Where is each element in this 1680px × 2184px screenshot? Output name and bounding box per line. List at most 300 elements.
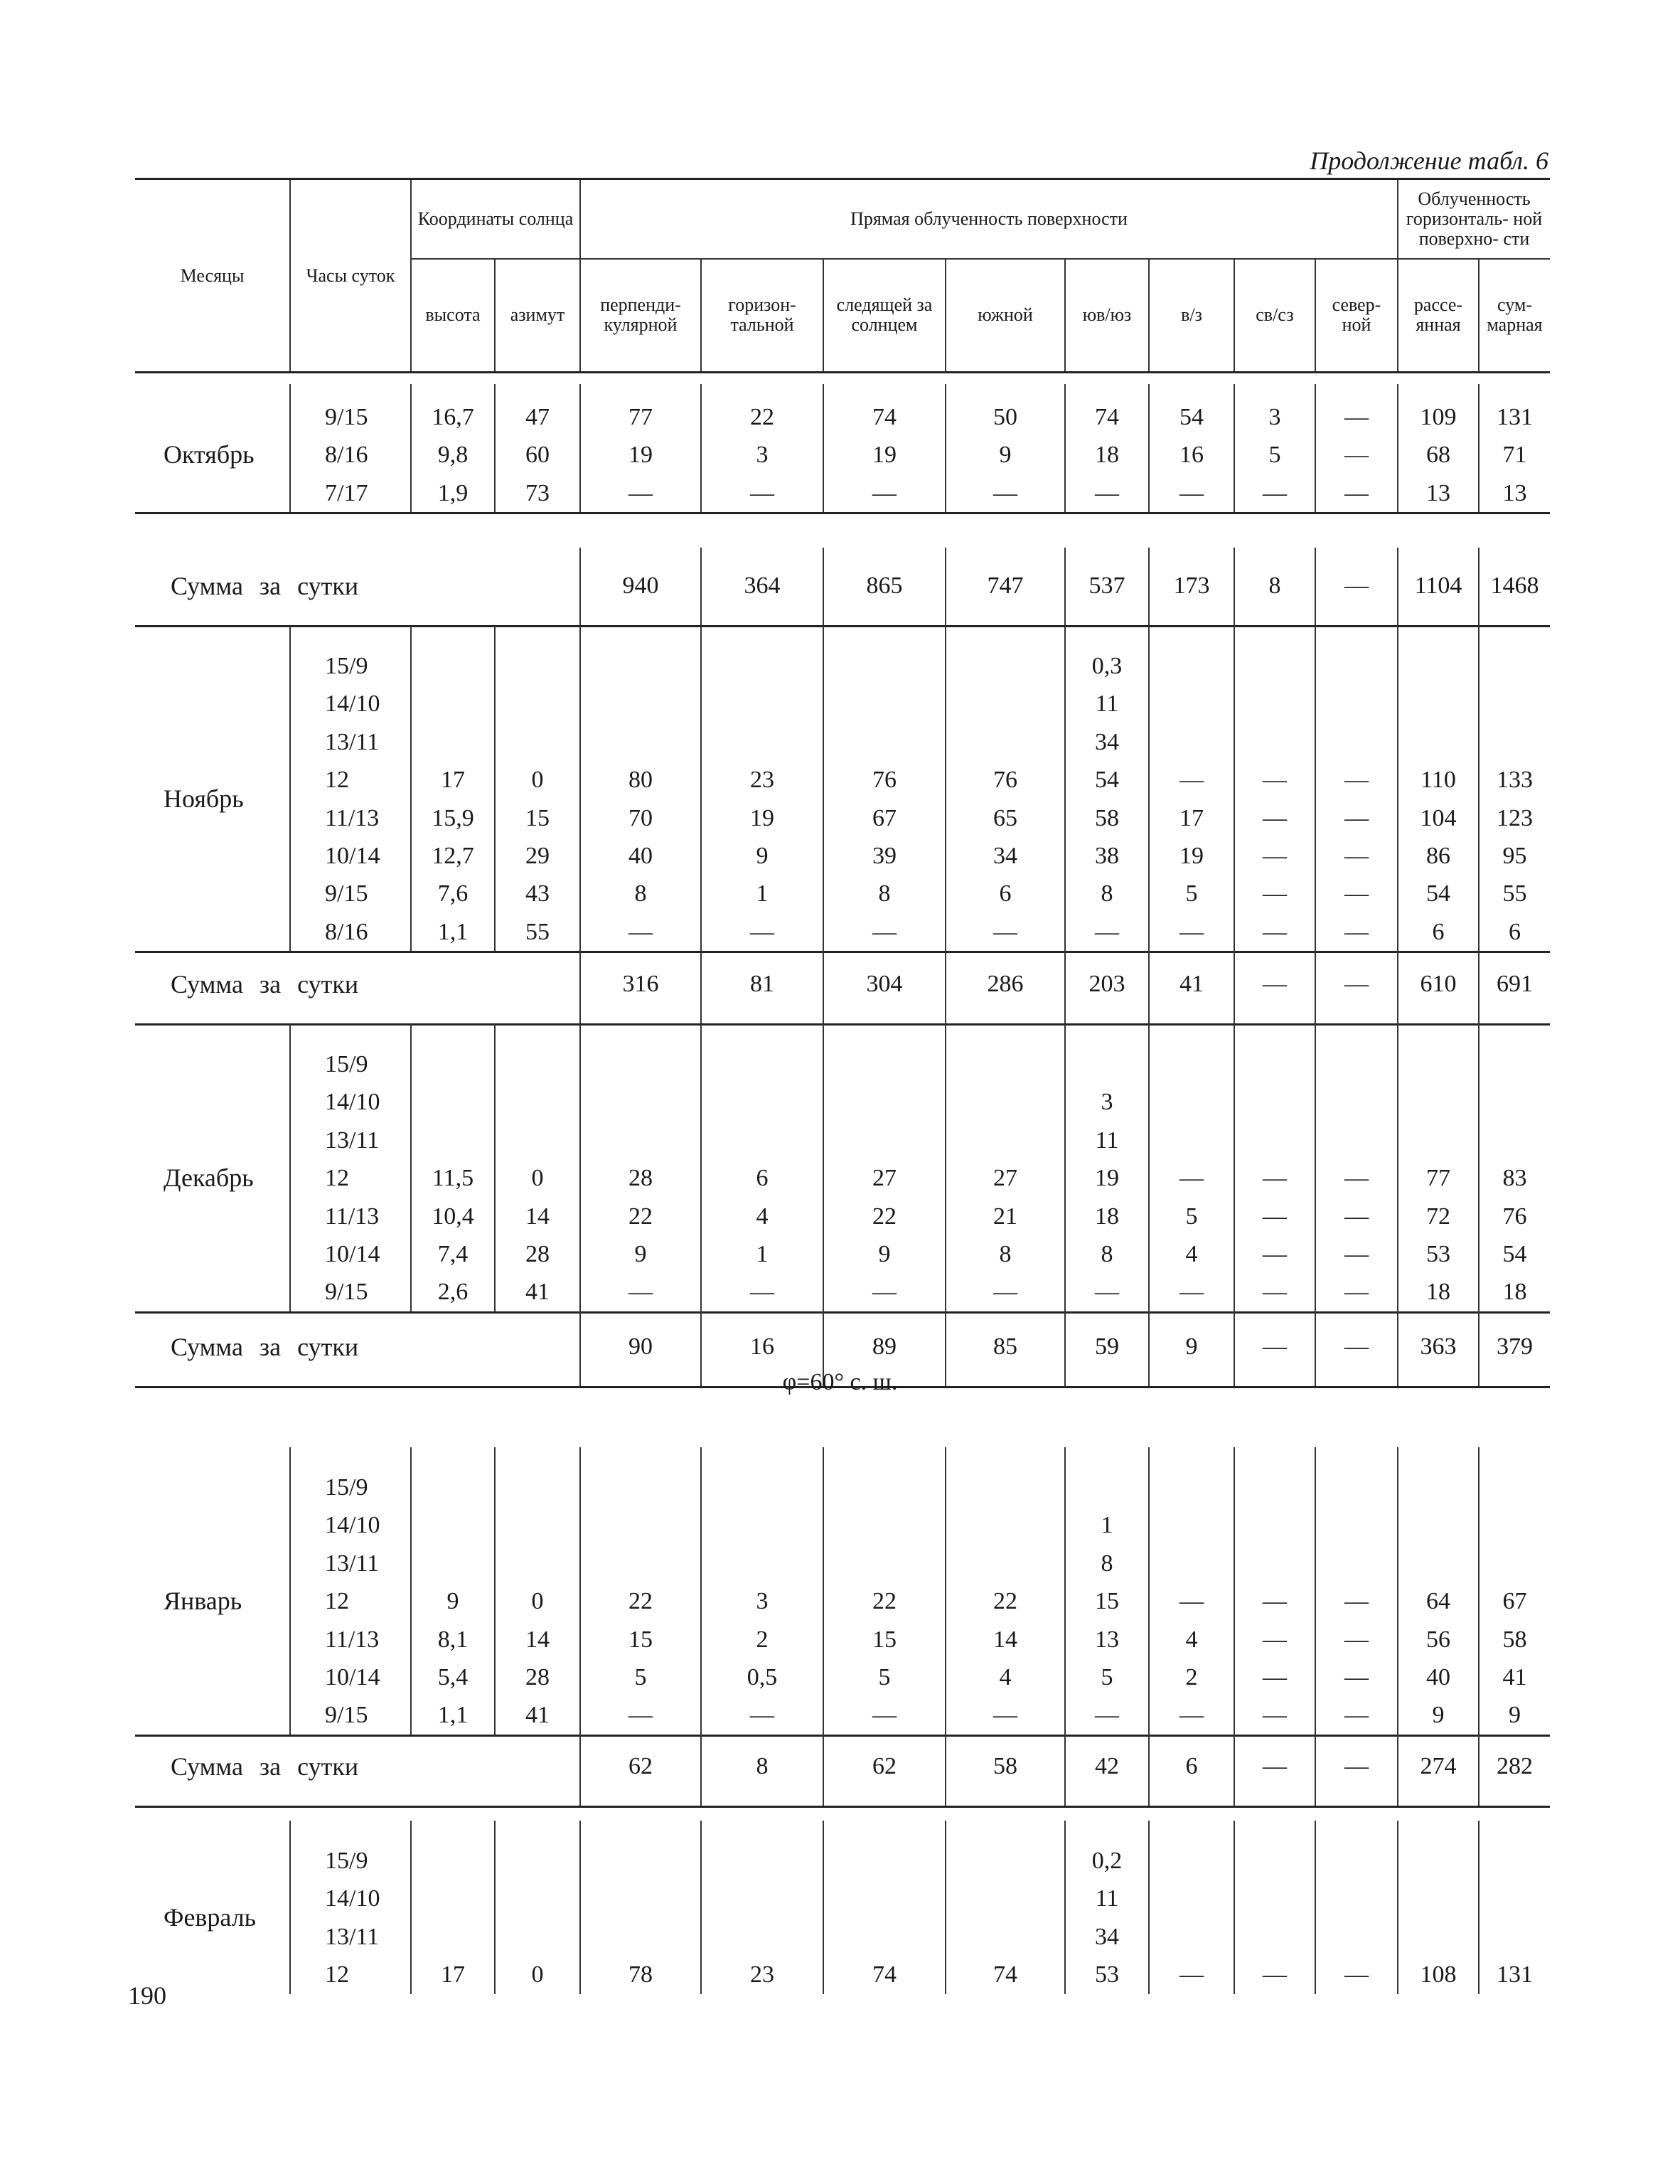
scattered-cell [1398,1880,1479,1917]
se-sw-cell: 15 [1065,1582,1149,1620]
header-azimuth: азимут [495,259,580,373]
spacer-cell [495,1821,580,1842]
daily-sum-value: 274 [1398,1728,1479,1806]
spacer-cell [495,1024,580,1045]
tracking-cell: — [823,913,946,952]
tracking-cell [823,1506,946,1544]
se-sw-cell: 0,3 [1065,647,1149,685]
south-cell: — [946,913,1065,952]
daily-sum-row [135,548,1550,627]
daily-sum-value: — [1234,946,1315,1024]
e-w-cell: 17 [1149,799,1234,837]
north-cell: — [1315,875,1398,912]
spacer-cell [495,1447,580,1469]
scattered-cell: 64 [1398,1582,1479,1620]
daily-sum-value: 8 [701,1728,823,1806]
month-block [135,384,1550,514]
horizontal-cell: 3 [701,436,823,474]
spacer-cell [495,626,580,647]
south-cell [946,1918,1065,1956]
total-cell [1479,685,1550,723]
azimuth-cell: 15 [495,799,580,837]
north-cell [1315,1083,1398,1121]
ne-nw-cell [1234,685,1315,723]
e-w-cell: — [1149,761,1234,799]
scattered-cell: 68 [1398,436,1479,474]
header-ne-nw: св/сз [1234,259,1315,373]
north-cell [1315,1506,1398,1544]
horizontal-cell [701,723,823,761]
spacer-cell [823,626,946,647]
north-cell: — [1315,1621,1398,1658]
daily-sum-value: 89 [823,1309,946,1387]
e-w-cell [1149,1880,1234,1917]
horizontal-cell [701,1545,823,1582]
azimuth-cell [495,1506,580,1544]
azimuth-cell [495,1045,580,1083]
spacer-cell [1149,626,1234,647]
total-cell: 58 [1479,1621,1550,1658]
hours-cell: 13/11 [290,1122,411,1159]
spacer-cell [1479,1024,1550,1045]
se-sw-cell: 18 [1065,436,1149,474]
e-w-cell: 54 [1149,398,1234,436]
south-cell: 14 [946,1621,1065,1658]
total-cell: 54 [1479,1235,1550,1273]
daily-sum-value: 85 [946,1309,1065,1387]
tracking-cell [823,1469,946,1506]
scattered-cell: 72 [1398,1198,1479,1235]
ne-nw-cell [1234,1880,1315,1917]
tracking-cell: 39 [823,837,946,875]
altitude-cell [411,647,495,685]
perpendicular-cell [580,1045,701,1083]
tracking-cell: 67 [823,799,946,837]
table-row [135,1545,1550,1582]
altitude-cell: 2,6 [411,1273,495,1312]
table-row [135,1235,1550,1273]
daily-sum-value: 316 [580,946,701,1024]
table-row [135,647,1550,685]
south-cell: 27 [946,1159,1065,1197]
south-cell: 74 [946,1956,1065,1993]
table-row [135,1273,1550,1312]
total-cell [1479,723,1550,761]
south-cell: 4 [946,1658,1065,1696]
spacer-cell [1234,626,1315,647]
scattered-cell [1398,647,1479,685]
total-cell: 123 [1479,799,1550,837]
ne-nw-cell: — [1234,913,1315,952]
spacer-cell [1315,1821,1398,1842]
table-row [135,1918,1550,1956]
tracking-cell: 22 [823,1582,946,1620]
horizontal-cell [701,1842,823,1880]
perpendicular-cell [580,1083,701,1121]
daily-sum-row [135,946,1550,1026]
daily-sum-value: 90 [580,1309,701,1387]
altitude-cell: 15,9 [411,799,495,837]
table-row [135,1122,1550,1159]
azimuth-cell [495,1880,580,1917]
spacer-cell [1398,1447,1479,1469]
spacer-cell [1479,626,1550,647]
hours-cell: 8/16 [290,436,411,474]
scattered-cell: 108 [1398,1956,1479,1993]
spacer-cell [411,626,495,647]
se-sw-cell: 38 [1065,837,1149,875]
tracking-cell [823,1045,946,1083]
spacer-cell [1315,1447,1398,1469]
ne-nw-cell: — [1234,1235,1315,1273]
e-w-cell: 5 [1149,1198,1234,1235]
ne-nw-cell: — [1234,875,1315,912]
spacer-cell [1479,1821,1550,1842]
e-w-cell: 4 [1149,1235,1234,1273]
total-cell: 13 [1479,474,1550,513]
daily-sum-value: 286 [946,946,1065,1024]
spacer-cell [1234,1447,1315,1469]
spacer-cell [823,384,946,398]
daily-sum-value: 379 [1479,1309,1550,1387]
daily-sum-value: 1468 [1479,548,1550,626]
tracking-cell [823,1122,946,1159]
hours-cell: 15/9 [290,1045,411,1083]
tracking-cell: 9 [823,1235,946,1273]
altitude-cell: 1,1 [411,1696,495,1735]
month-label: Февраль [164,1903,257,1932]
scattered-cell: 53 [1398,1235,1479,1273]
e-w-cell: 2 [1149,1658,1234,1696]
azimuth-cell: 28 [495,1658,580,1696]
spacer-cell [1479,1447,1550,1469]
altitude-cell [411,1469,495,1506]
latitude-caption: φ=60° с. ш. [782,1369,898,1395]
azimuth-cell [495,647,580,685]
hours-cell: 14/10 [290,685,411,723]
north-cell [1315,647,1398,685]
e-w-cell: — [1149,1696,1234,1735]
hours-cell: 10/14 [290,837,411,875]
perpendicular-cell: 19 [580,436,701,474]
table-row [135,837,1550,875]
south-cell: 76 [946,761,1065,799]
ne-nw-cell: — [1234,761,1315,799]
ne-nw-cell: — [1234,799,1315,837]
tracking-cell [823,1880,946,1917]
daily-sum-label: Сумма за сутки [171,1752,359,1781]
tracking-cell: 8 [823,875,946,912]
altitude-cell [411,1122,495,1159]
south-cell [946,1469,1065,1506]
table-row [135,1842,1550,1880]
table-row [135,1956,1550,1993]
scattered-cell: 104 [1398,799,1479,837]
ne-nw-cell [1234,1918,1315,1956]
spacer-cell [411,1821,495,1842]
spacer-cell [1479,384,1550,398]
spacer-cell [290,384,411,398]
spacer-cell [580,1447,701,1469]
horizontal-cell [701,685,823,723]
altitude-cell: 17 [411,1956,495,1993]
tracking-cell [823,647,946,685]
azimuth-cell: 28 [495,1235,580,1273]
azimuth-cell [495,1545,580,1582]
azimuth-cell [495,1122,580,1159]
north-cell: — [1315,1198,1398,1235]
perpendicular-cell: — [580,474,701,513]
north-cell: — [1315,1159,1398,1197]
daily-sum-value: 6 [1149,1728,1234,1806]
spacer-cell [1398,626,1479,647]
scattered-cell: 110 [1398,761,1479,799]
north-cell [1315,1842,1398,1880]
perpendicular-cell [580,647,701,685]
e-w-cell: — [1149,1159,1234,1197]
scattered-cell [1398,1842,1479,1880]
hours-cell: 12 [290,1159,411,1197]
month-label: Январь [164,1587,242,1616]
header-horizontal: горизон- тальной [701,259,823,373]
e-w-cell [1149,1469,1234,1506]
daily-sum-value: 62 [580,1728,701,1806]
hours-cell: 15/9 [290,647,411,685]
south-cell: 22 [946,1582,1065,1620]
perpendicular-cell: — [580,1696,701,1735]
scattered-cell: 86 [1398,837,1479,875]
ne-nw-cell: — [1234,1658,1315,1696]
azimuth-cell: 0 [495,1159,580,1197]
altitude-cell [411,1045,495,1083]
horizontal-cell: — [701,1696,823,1735]
total-cell: 133 [1479,761,1550,799]
se-sw-cell: 11 [1065,1880,1149,1917]
ne-nw-cell [1234,1045,1315,1083]
e-w-cell [1149,723,1234,761]
horizontal-cell: 2 [701,1621,823,1658]
daily-sum-value: 81 [701,946,823,1024]
daily-sum-value: — [1315,946,1398,1024]
spacer-cell [823,1024,946,1045]
south-cell [946,723,1065,761]
spacer-cell [495,384,580,398]
scattered-cell [1398,723,1479,761]
se-sw-cell: 53 [1065,1956,1149,1993]
tracking-cell: 15 [823,1621,946,1658]
north-cell: — [1315,761,1398,799]
total-cell: 41 [1479,1658,1550,1696]
se-sw-cell: — [1065,913,1149,952]
perpendicular-cell: — [580,913,701,952]
north-cell: — [1315,799,1398,837]
ne-nw-cell: — [1234,1273,1315,1312]
tracking-cell [823,1083,946,1121]
tracking-cell: 27 [823,1159,946,1197]
se-sw-cell: 74 [1065,398,1149,436]
scattered-cell [1398,1122,1479,1159]
tracking-cell [823,1918,946,1956]
month-block [135,1447,1550,1737]
south-cell: — [946,1696,1065,1735]
altitude-cell: 17 [411,761,495,799]
month-block [135,626,1550,953]
perpendicular-cell [580,1880,701,1917]
ne-nw-cell: — [1234,1159,1315,1197]
south-cell [946,1880,1065,1917]
ne-nw-cell [1234,1545,1315,1582]
tracking-cell [823,1545,946,1582]
e-w-cell: — [1149,913,1234,952]
perpendicular-cell: 5 [580,1658,701,1696]
month-label: Октябрь [164,440,255,469]
south-cell: — [946,474,1065,513]
table-row [135,723,1550,761]
se-sw-cell: 8 [1065,1545,1149,1582]
north-cell [1315,1545,1398,1582]
horizontal-cell [701,647,823,685]
total-cell [1479,1122,1550,1159]
spacer-cell [411,1447,495,1469]
daily-sum-value: 691 [1479,946,1550,1024]
hours-cell: 14/10 [290,1506,411,1544]
perpendicular-cell: 78 [580,1956,701,1993]
north-cell: — [1315,436,1398,474]
scattered-cell: 9 [1398,1696,1479,1735]
hours-cell: 11/13 [290,799,411,837]
altitude-cell: 9,8 [411,436,495,474]
north-cell [1315,1880,1398,1917]
daily-sum-value: 1104 [1398,548,1479,626]
daily-sum-value: — [1234,1728,1315,1806]
total-cell [1479,647,1550,685]
altitude-cell: 9 [411,1582,495,1620]
spacer-cell [701,1447,823,1469]
total-cell [1479,1842,1550,1880]
header-e-w: в/з [1149,259,1234,373]
azimuth-cell: 0 [495,1956,580,1993]
horizontal-cell: 9 [701,837,823,875]
total-cell: 71 [1479,436,1550,474]
table-row [135,1045,1550,1083]
south-cell: 65 [946,799,1065,837]
scattered-cell: 13 [1398,474,1479,513]
table-row [135,1880,1550,1917]
spacer-cell [1234,1821,1315,1842]
header-hours: Часы суток [290,179,411,373]
e-w-cell [1149,1083,1234,1121]
spacer-cell [1315,384,1398,398]
daily-sum-value: 203 [1065,946,1149,1024]
horizontal-cell: 1 [701,875,823,912]
header-total: сум- марная [1479,259,1550,373]
table-row [135,875,1550,912]
north-cell [1315,1469,1398,1506]
table-row [135,474,1550,513]
perpendicular-cell: 80 [580,761,701,799]
south-cell [946,1045,1065,1083]
perpendicular-cell: 8 [580,875,701,912]
e-w-cell [1149,1506,1234,1544]
south-cell [946,647,1065,685]
perpendicular-cell [580,685,701,723]
se-sw-cell: — [1065,1696,1149,1735]
azimuth-cell: 47 [495,398,580,436]
scattered-cell [1398,685,1479,723]
hours-cell: 15/9 [290,1469,411,1506]
tracking-cell: 19 [823,436,946,474]
page-number: 190 [128,1981,166,2010]
hours-cell: 7/17 [290,474,411,513]
scattered-cell [1398,1045,1479,1083]
tracking-cell [823,685,946,723]
scattered-cell [1398,1469,1479,1506]
ne-nw-cell: — [1234,1696,1315,1735]
se-sw-cell: 11 [1065,1122,1149,1159]
e-w-cell [1149,1122,1234,1159]
ne-nw-cell [1234,647,1315,685]
spacer-cell [290,1024,411,1045]
spacer-cell [1065,1024,1149,1045]
azimuth-cell: 60 [495,436,580,474]
daily-sum-value: 610 [1398,946,1479,1024]
altitude-cell: 10,4 [411,1198,495,1235]
se-sw-cell [1065,1045,1149,1083]
hours-cell: 14/10 [290,1880,411,1917]
horizontal-cell [701,1083,823,1121]
horizontal-cell [701,1918,823,1956]
header-sun-coordinates: Координаты солнца [411,179,580,259]
daily-sum-value: 940 [580,548,701,626]
north-cell: — [1315,1582,1398,1620]
daily-sum-value: 865 [823,548,946,626]
daily-sum-value: 304 [823,946,946,1024]
spacer-cell [135,1447,290,1469]
month-label: Декабрь [164,1163,254,1193]
e-w-cell: 5 [1149,875,1234,912]
header-months: Месяцы [180,265,245,286]
altitude-cell: 16,7 [411,398,495,436]
north-cell: — [1315,1235,1398,1273]
hours-cell: 8/16 [290,913,411,952]
table-row [135,761,1550,799]
altitude-cell: 1,9 [411,474,495,513]
south-cell: — [946,1273,1065,1312]
scattered-cell [1398,1545,1479,1582]
north-cell [1315,723,1398,761]
daily-sum-value: 537 [1065,548,1149,626]
azimuth-cell: 14 [495,1621,580,1658]
south-cell: 6 [946,875,1065,912]
spacer-cell [701,1024,823,1045]
total-cell: 95 [1479,837,1550,875]
north-cell: — [1315,913,1398,952]
spacer-cell [1234,384,1315,398]
table-row [135,1621,1550,1658]
azimuth-cell [495,685,580,723]
daily-sum-value: 9 [1149,1309,1234,1387]
ne-nw-cell: — [1234,1198,1315,1235]
tracking-cell: — [823,474,946,513]
header-tracking: следящей за солнцем [823,259,946,373]
table-row [135,799,1550,837]
daily-sum-value: 62 [823,1728,946,1806]
tracking-cell: 74 [823,1956,946,1993]
daily-sum-value: — [1234,1309,1315,1387]
horizontal-cell: 0,5 [701,1658,823,1696]
perpendicular-cell [580,1469,701,1506]
south-cell: 8 [946,1235,1065,1273]
